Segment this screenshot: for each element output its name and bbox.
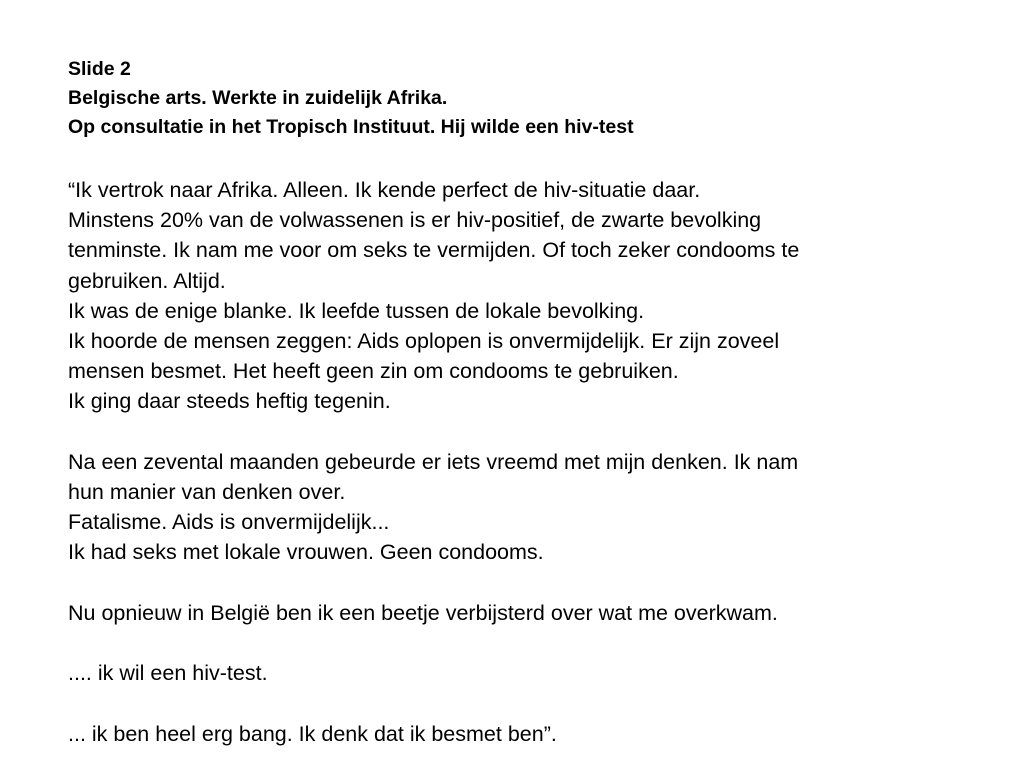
quote-line: tenminste. Ik nam me voor om seks te vermijden. Of toch zeker condooms te xyxy=(68,238,800,263)
paragraph-spacer xyxy=(68,568,968,598)
quote-paragraph-4 xyxy=(68,658,968,688)
quote-paragraph-2 xyxy=(68,447,968,568)
quote-line: hun manier van denken over. xyxy=(68,480,346,505)
quote-line: “Ik vertrok naar Afrika. Alleen. Ik kende perfect de hiv-situatie daar. xyxy=(68,178,701,202)
heading-subtitle-line: Op consultatie in het Tropisch Instituut. Hij wilde een hiv-test xyxy=(68,116,634,138)
quote-line: ... ik ben heel erg bang. Ik denk dat ik besmet ben”. xyxy=(68,721,557,746)
quote-line: Ik was de enige blanke. Ik leefde tussen de lokale bevolking. xyxy=(68,298,645,323)
quote-block xyxy=(68,175,968,749)
slide-content xyxy=(68,55,968,749)
quote-line: Na een zevental maanden gebeurde er iets vreemd met mijn denken. Ik nam xyxy=(68,449,799,474)
paragraph-spacer xyxy=(68,688,968,718)
quote-line: Ik ging daar steeds heftig tegenin. xyxy=(68,389,391,414)
quote-line: mensen besmet. Het heeft geen zin om condooms te gebruiken. xyxy=(68,359,679,384)
paragraph-spacer xyxy=(68,417,968,447)
heading-subtitle-line: Belgische arts. Werkte in zuidelijk Afrika. xyxy=(68,87,448,109)
quote-line: .... ik wil een hiv-test. xyxy=(68,661,268,686)
slide-heading xyxy=(68,55,968,142)
quote-line: Fatalisme. Aids is onvermijdelijk... xyxy=(68,510,390,535)
quote-line: Nu opnieuw in België ben ik een beetje verbijsterd over wat me overkwam. xyxy=(68,600,778,625)
quote-line: gebruiken. Altijd. xyxy=(68,268,226,293)
quote-line: Ik hoorde de mensen zeggen: Aids oplopen is onvermijdelijk. Er zijn zoveel xyxy=(68,329,780,354)
quote-line: Minstens 20% van de volwassenen is er hiv-positief, de zwarte bevolking xyxy=(68,208,762,233)
quote-paragraph-3 xyxy=(68,598,968,628)
slide-title: Slide 2 xyxy=(68,58,131,80)
quote-line: Ik had seks met lokale vrouwen. Geen condooms. xyxy=(68,540,544,565)
quote-paragraph-5 xyxy=(68,719,968,749)
quote-paragraph-1 xyxy=(68,175,968,417)
paragraph-spacer xyxy=(68,628,968,658)
